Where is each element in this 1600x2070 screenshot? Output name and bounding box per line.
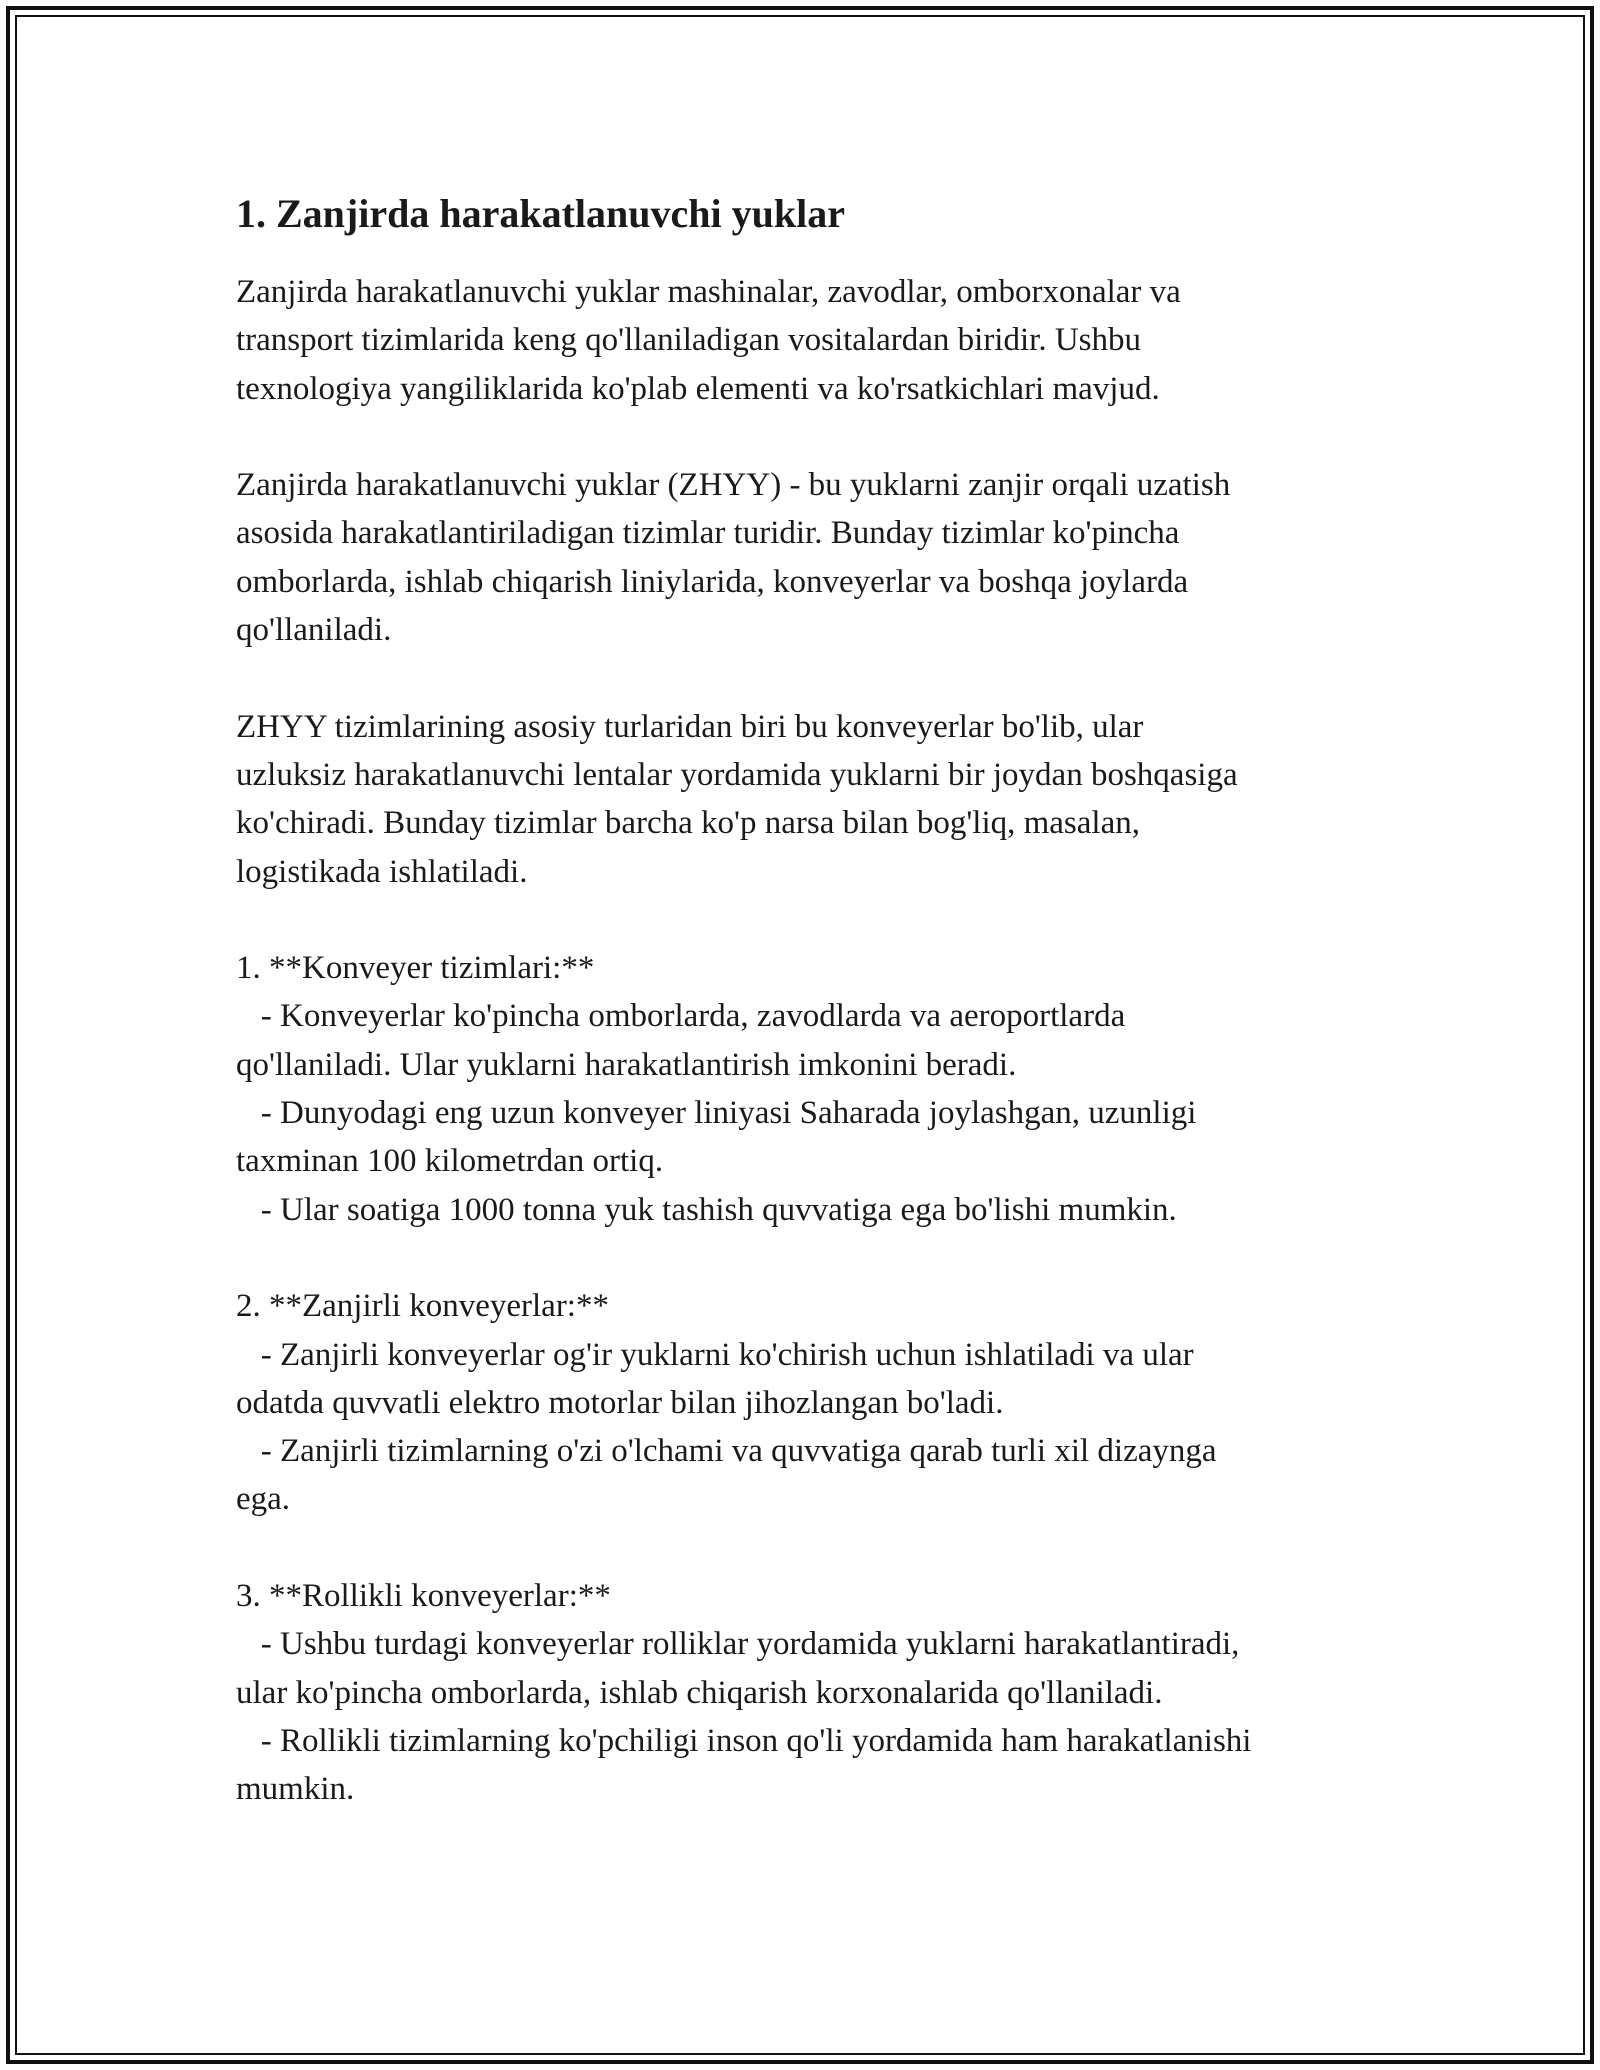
paragraph-gap	[236, 896, 1376, 944]
paragraph-definition: Zanjirda harakatlanuvchi yuklar (ZHYY) - bu yuklarni zanjir orqali uzatish asosida harakatlantiriladigan tizimlar turidir. Bunday tizimlar ko'pincha omborlarda, ishlab chiqarish liniylarida, konveyerlar va boshqa joylarda qo'llaniladi.	[236, 467, 1231, 649]
paragraph-gap	[236, 654, 1376, 702]
list-section-conveyor-systems: 1. **Konveyer tizimlari:** - Konveyerlar ko'pincha omborlarda, zavodlarda va aeroportlarda qo'llaniladi. Ular yuklarni harakatlantirish imkonini beradi. - Dunyodagi eng uzun konveyer liniyasi Saharada joylashgan, uzunligi taxminan 100 kilometrdan ortiq. - Ular soatiga 1000 tonna yuk tashish quvvatiga ega bo'lishi mumkin.	[236, 950, 1197, 1228]
document-body	[236, 186, 1376, 1814]
list-section-roller-conveyors: 3. **Rollikli konveyerlar:** - Ushbu turdagi konveyerlar rolliklar yordamida yuklarni harakatlantiradi, ular ko'pincha omborlarda, ishlab chiqarish korxonalarida qo'llaniladi. - Rollikli tizimlarning ko'pchiligi inson qo'li yordamida ham harakatlanishi mumkin.	[236, 1578, 1252, 1808]
paragraph-gap	[236, 1524, 1376, 1572]
paragraph-conveyors: ZHYY tizimlarining asosiy turlaridan biri bu konveyerlar bo'lib, ular uzluksiz harakatlanuvchi lentalar yordamida yuklarni bir joydan boshqasiga ko'chiradi. Bunday tizimlar barcha ko'p narsa bilan bog'liq, masalan, logistikada ishlatiladi.	[236, 708, 1238, 890]
paragraph-intro: Zanjirda harakatlanuvchi yuklar mashinalar, zavodlar, omborxonalar va transport tizimlarida keng qo'llaniladigan vositalardan biridir. Ushbu texnologiya yangiliklarida ko'plab elementi va ko'rsatkichlari mavjud.	[236, 274, 1181, 407]
paragraph-gap	[236, 413, 1376, 461]
list-section-chain-conveyors: 2. **Zanjirli konveyerlar:** - Zanjirli konveyerlar og'ir yuklarni ko'chirish uchun ishlatiladi va ular odatda quvvatli elektro motorlar bilan jihozlangan bo'ladi. - Zanjirli tizimlarning o'zi o'lchami va quvvatiga qarab turli xil dizaynga ega.	[236, 1288, 1217, 1518]
document-heading: 1. Zanjirda harakatlanuvchi yuklar	[236, 191, 846, 236]
paragraph-gap	[236, 1234, 1376, 1282]
